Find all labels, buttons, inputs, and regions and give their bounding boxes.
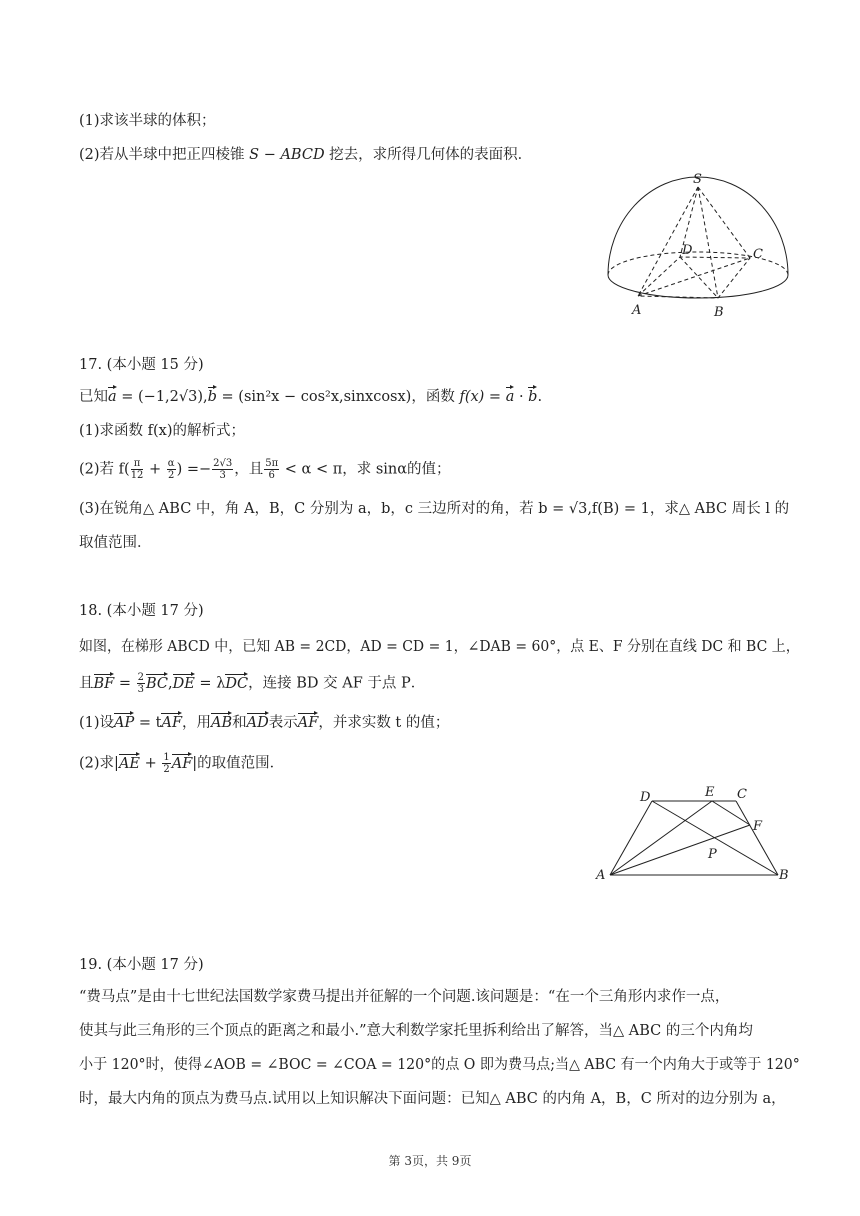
fig18-label-e: E xyxy=(705,785,715,800)
p16-part2: (2)若从半球中把正四棱锥 S − ABCD 挖去，求所得几何体的表面积． xyxy=(79,147,533,163)
p16-part1: (1)求该半球的体积； xyxy=(79,113,216,129)
p19-line2: 使其与此三角形的三个顶点的距离之和最小.”意大利数学家托里拆利给出了解答，当△ ABC 的三个内角均 xyxy=(79,1023,753,1039)
p18-header: 18. (本小题 17 分) xyxy=(79,603,204,619)
p17-header: 17. (本小题 15 分) xyxy=(79,357,204,373)
p18-line1: 如图，在梯形 ABCD 中，已知 AB = 2CD，AD = CD = 1，∠DAB = 60°，点 E、F 分别在直线 DC 和 BC 上， xyxy=(79,639,800,655)
hemisphere-figure xyxy=(598,168,798,320)
p19-line1: “费马点”是由十七世纪法国数学家费马提出并征解的一个问题.该问题是：“在一个三角形内求作一点， xyxy=(79,989,730,1005)
fig16-label-a: A xyxy=(632,303,642,318)
fig16-label-s: S xyxy=(693,172,702,187)
p19-line4: 时，最大内角的顶点为费马点.试用以上知识解决下面问题：已知△ ABC 的内角 A，B，C 所对的边分别为 a， xyxy=(79,1091,786,1107)
fig18-label-a: A xyxy=(596,868,606,883)
fig18-label-f: F xyxy=(753,819,763,834)
fig18-label-b: B xyxy=(779,868,789,883)
fig18-label-p: P xyxy=(708,847,717,862)
fig18-label-c: C xyxy=(737,787,747,802)
p17-part3-line2: 取值范围． xyxy=(79,535,152,551)
fig16-label-c: C xyxy=(753,247,763,262)
p17-part1: (1)求函数 f(x)的解析式； xyxy=(79,423,246,439)
fig18-label-d: D xyxy=(640,790,651,805)
p17-part2: (2)若 f( $\frac{\pi}{12}$ + $\frac{\alpha}{2}$ ) =− $\frac{2√3}{3}$ ，且 $\frac{5\pi}{6}$ < α < π，求 sinα的值； xyxy=(79,458,451,481)
p17-part3-line1: (3)在锐角△ ABC 中，角 A，B，C 分别为 a，b，c 三边所对的角，若 b = √3,f(B) = 1，求△ ABC 周长 l 的 xyxy=(79,501,790,517)
p19-line3: 小于 120°时，使得∠AOB = ∠BOC = ∠COA = 120°的点 O 即为费马点;当△ ABC 有一个内角大于或等于 120° xyxy=(79,1057,800,1073)
p17-given: 已知a = (−1,2√3),b = (sin²x − cos²x,sinxcosx)，函数 f(x) = a · b. xyxy=(79,386,542,408)
p18-part1: (1)设AP = tAF，用AB和AD表示AF，并求实数 t 的值； xyxy=(79,712,449,734)
fig16-label-b: B xyxy=(714,305,724,320)
page-footer: 第 3页，共 9页 xyxy=(388,1154,472,1168)
trapezoid-figure xyxy=(590,780,795,888)
fig16-label-d: D xyxy=(682,243,693,258)
p18-line2: 且BF = $\frac{2}{3}$ BC,DE = λDC，连接 BD 交 AF 于点 P． xyxy=(79,672,426,695)
p19-header: 19. (本小题 17 分) xyxy=(79,957,204,973)
p18-part2: (2)求|AE + $\frac{1}{2}$ AF|的取值范围． xyxy=(79,752,285,775)
